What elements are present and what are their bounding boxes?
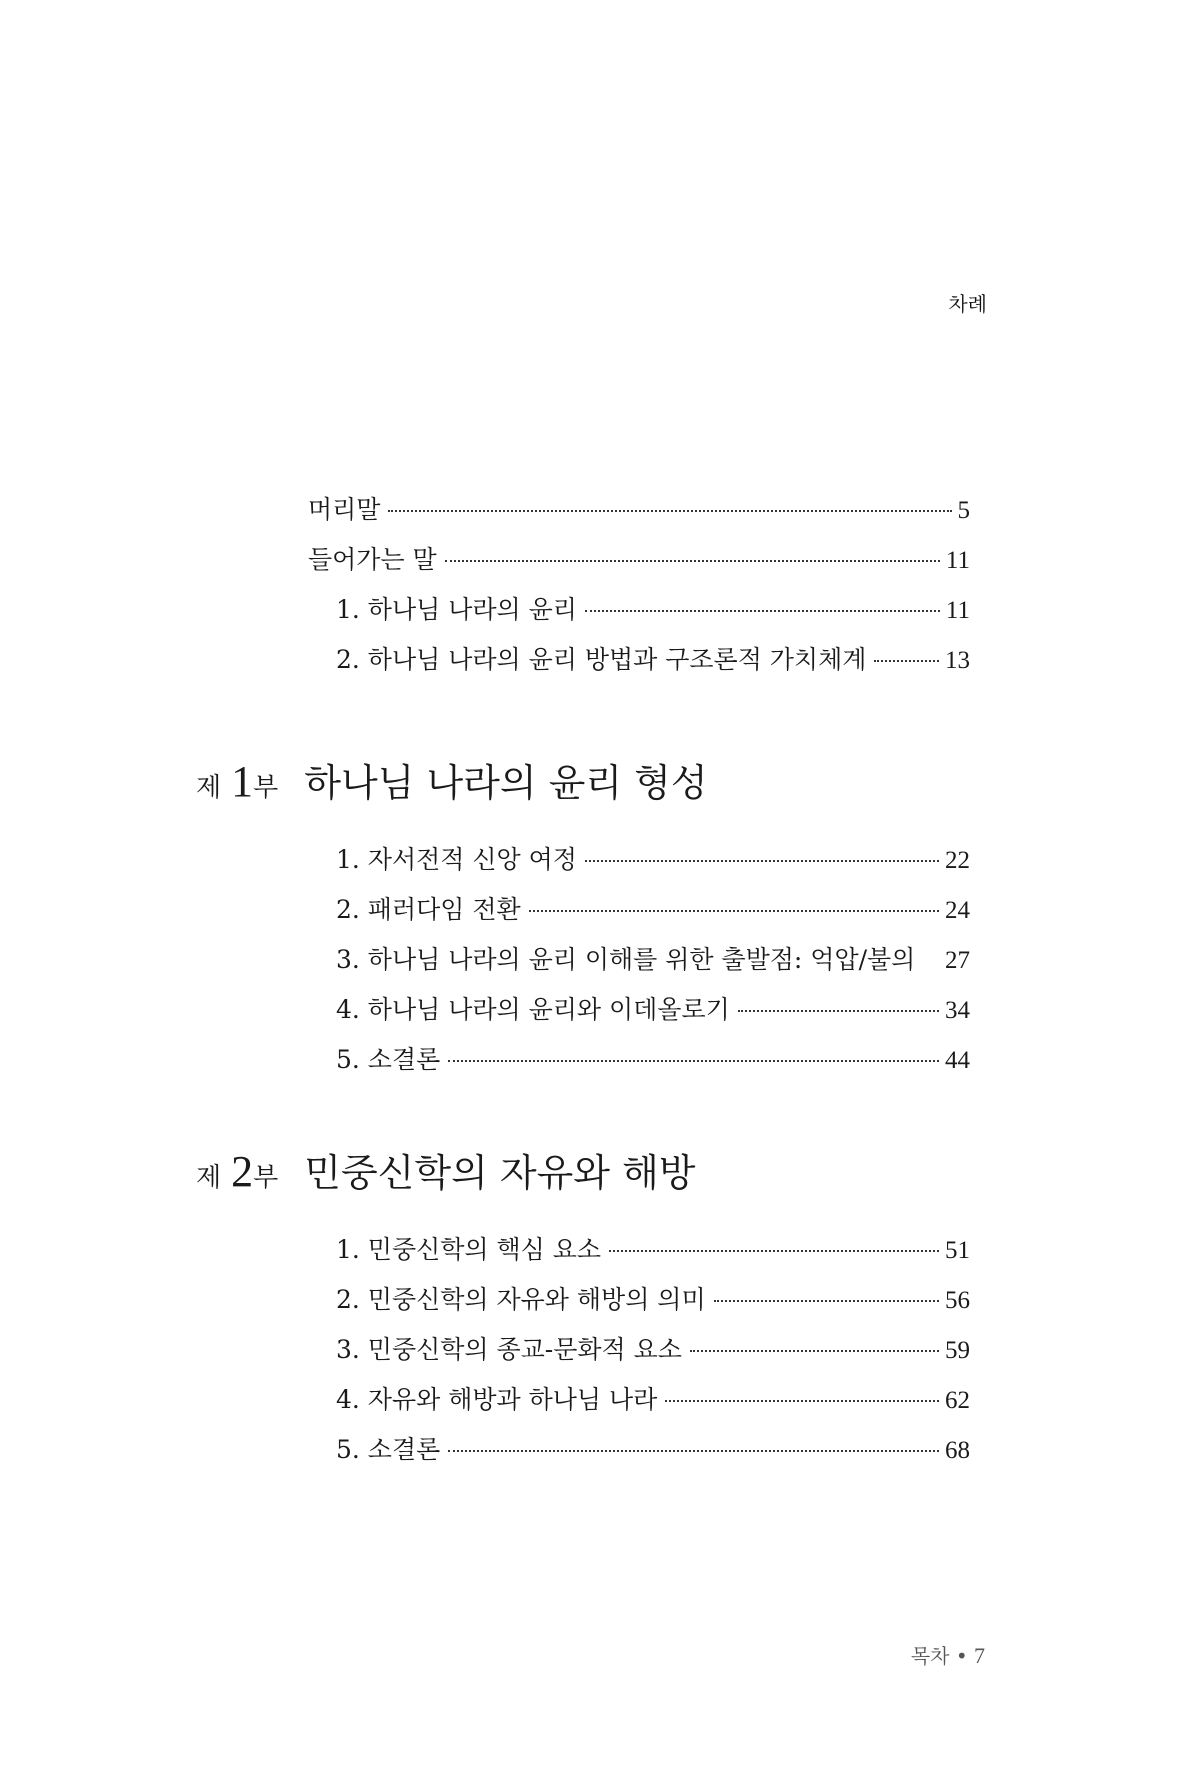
- toc-entry-title: 5. 소결론: [336, 1045, 441, 1074]
- dot-leader: [609, 1250, 939, 1252]
- toc-part1-section: [308, 840, 970, 1090]
- toc-entry-page: 59: [945, 1337, 970, 1364]
- dot-leader: [738, 1010, 939, 1012]
- dot-leader: [690, 1350, 939, 1352]
- toc-entry-title: 4. 자유와 해방과 하나님 나라: [336, 1385, 658, 1414]
- toc-entry[interactable]: [308, 1040, 970, 1090]
- part-prefix: 제: [196, 1163, 222, 1193]
- dot-leader: [448, 1450, 939, 1452]
- dot-leader: [529, 910, 939, 912]
- part-title: 하나님 나라의 윤리 형성: [304, 761, 708, 805]
- part-suffix: 부: [253, 773, 279, 803]
- toc-entry-title: 1. 하나님 나라의 윤리: [336, 595, 577, 624]
- toc-entry[interactable]: [308, 640, 970, 690]
- toc-entry-title: 2. 패러다임 전환: [336, 895, 521, 924]
- toc-entry-page: 62: [945, 1387, 970, 1414]
- toc-entry[interactable]: [308, 490, 970, 540]
- toc-entry-page: 22: [945, 847, 970, 874]
- toc-entry-title: 1. 민중신학의 핵심 요소: [336, 1235, 602, 1264]
- toc-entry[interactable]: [308, 540, 970, 590]
- toc-entry[interactable]: [308, 1230, 970, 1280]
- toc-entry-page: 27: [945, 947, 970, 974]
- toc-entry[interactable]: [308, 1280, 970, 1330]
- toc-entry[interactable]: [308, 940, 970, 990]
- part-heading[interactable]: [196, 752, 708, 807]
- toc-entry[interactable]: [308, 890, 970, 940]
- toc-entry-page: 13: [945, 647, 970, 674]
- toc-entry[interactable]: [308, 990, 970, 1040]
- dot-leader: [585, 610, 940, 612]
- toc-entry[interactable]: [308, 1380, 970, 1430]
- dot-leader: [665, 1400, 939, 1402]
- toc-entry[interactable]: [308, 1330, 970, 1380]
- dot-leader: [388, 510, 951, 512]
- part-title: 민중신학의 자유와 해방: [304, 1151, 696, 1195]
- toc-entry-title: 5. 소결론: [336, 1435, 441, 1464]
- dot-leader: [714, 1300, 939, 1302]
- toc-heading: 차례: [948, 292, 987, 316]
- toc-entry-page: 5: [957, 497, 970, 524]
- toc-entry-title: 3. 하나님 나라의 윤리 이해를 위한 출발점: 억압/불의: [336, 945, 916, 974]
- toc-entry-title: 2. 민중신학의 자유와 해방의 의미: [336, 1285, 706, 1314]
- part-heading[interactable]: [196, 1142, 696, 1197]
- toc-front-section: [308, 490, 970, 690]
- toc-entry-title: 1. 자서전적 신앙 여정: [336, 845, 577, 874]
- toc-entry[interactable]: [308, 840, 970, 890]
- toc-entry-title: 3. 민중신학의 종교-문화적 요소: [336, 1335, 682, 1364]
- part-number: 1: [231, 757, 254, 806]
- toc-entry-page: 11: [945, 597, 970, 624]
- page-number: 7: [974, 1643, 985, 1668]
- dot-leader: [585, 860, 939, 862]
- part-suffix: 부: [253, 1163, 279, 1193]
- toc-entry-page: 24: [945, 897, 970, 924]
- toc-entry-page: 56: [945, 1287, 970, 1314]
- dot-leader: [445, 560, 940, 562]
- toc-entry-page: 68: [945, 1437, 970, 1464]
- part-number: 2: [231, 1147, 254, 1196]
- toc-entry[interactable]: [308, 590, 970, 640]
- toc-entry-title: 4. 하나님 나라의 윤리와 이데올로기: [336, 995, 730, 1024]
- part-prefix: 제: [196, 773, 222, 803]
- dot-leader: [874, 660, 939, 662]
- page-footer: [911, 1640, 985, 1669]
- toc-entry-page: 34: [945, 997, 970, 1024]
- footer-label: 목차: [910, 1644, 950, 1668]
- toc-entry-page: 51: [945, 1237, 970, 1264]
- toc-part2-section: [308, 1230, 970, 1480]
- footer-bullet: •: [955, 1644, 968, 1668]
- toc-entry-title: 2. 하나님 나라의 윤리 방법과 구조론적 가치체계: [336, 645, 867, 674]
- toc-entry-page: 44: [945, 1047, 970, 1074]
- toc-entry-page: 11: [945, 547, 970, 574]
- toc-entry[interactable]: [308, 1430, 970, 1480]
- dot-leader: [448, 1060, 939, 1062]
- toc-entry-title: 머리말: [308, 495, 381, 524]
- toc-entry-title: 들어가는 말: [308, 545, 437, 574]
